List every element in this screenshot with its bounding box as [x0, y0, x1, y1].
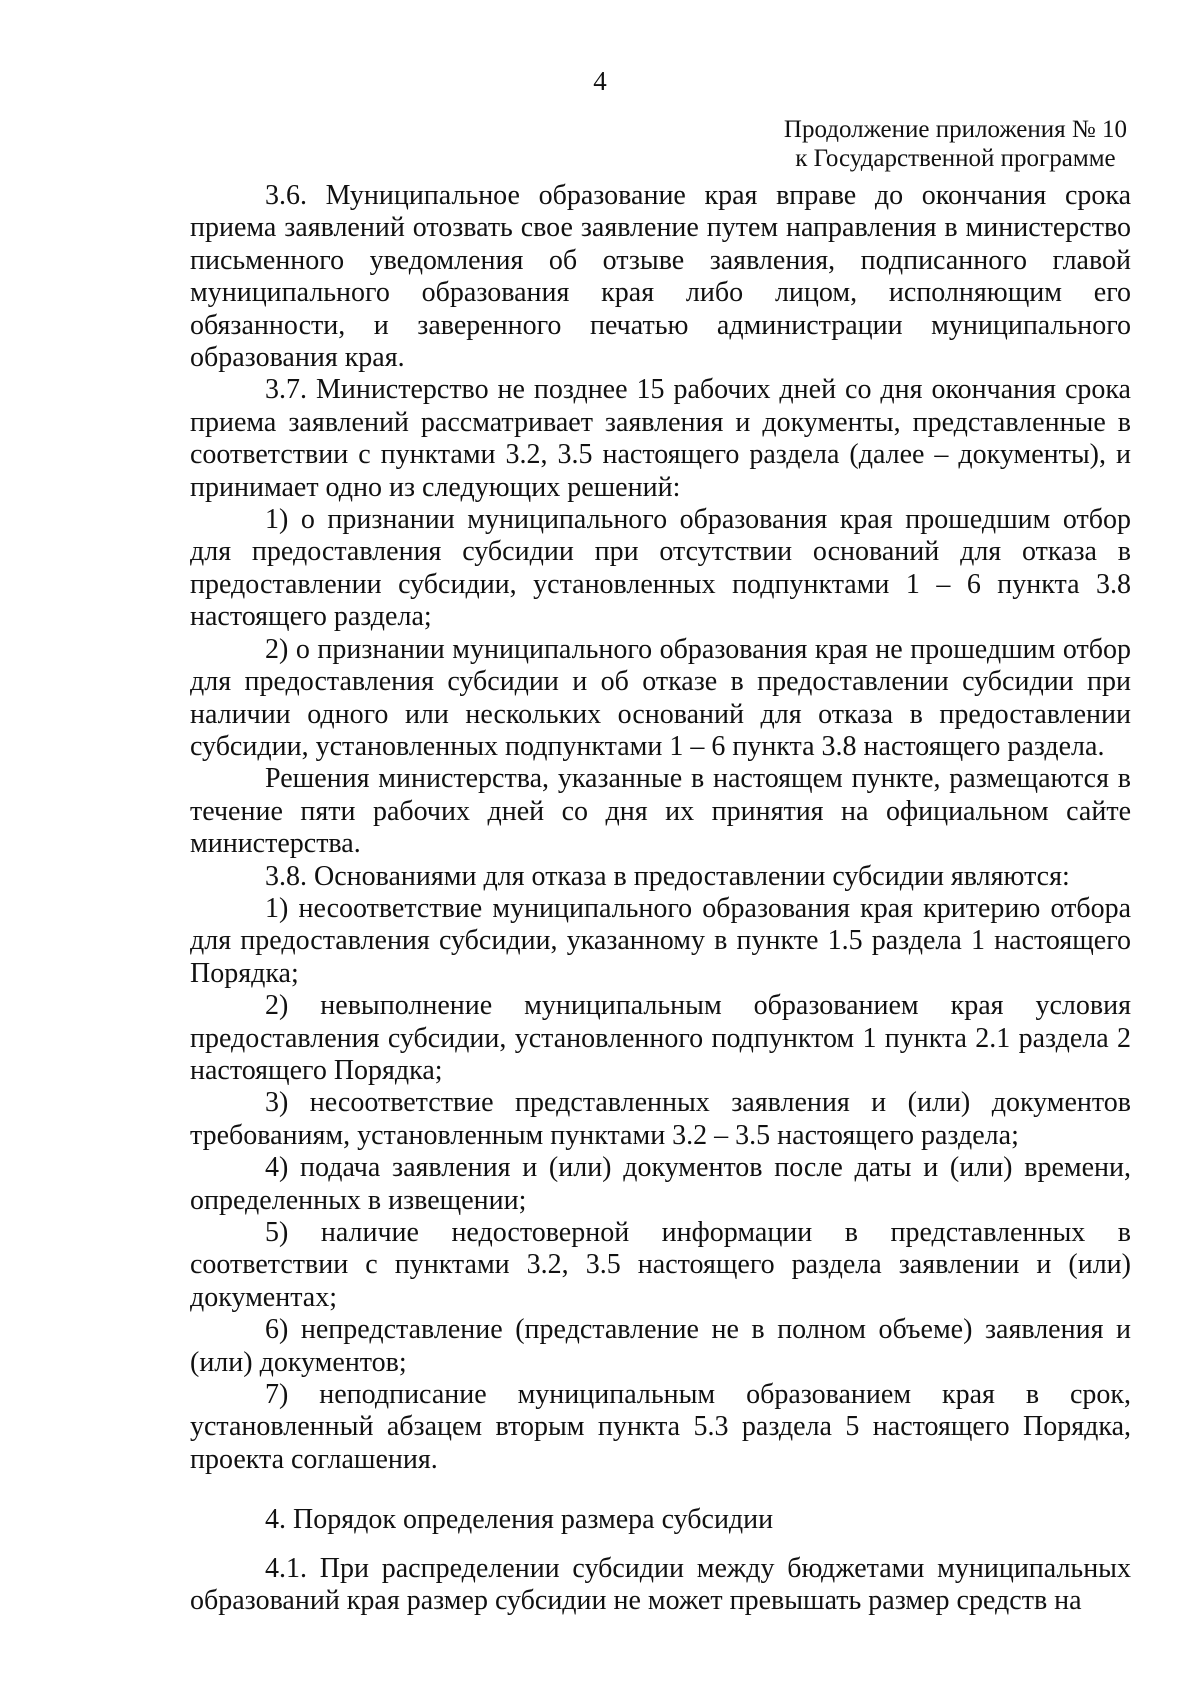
paragraph-3-8-item-7: 7) неподписание муниципальным образованием края в срок, установленный абзацем вторым пункта 5.3 раздела 5 настоящего Порядка, проекта соглашения. [190, 1379, 1131, 1475]
paragraph-3-8-item-5: 5) наличие недостоверной информации в представленных в соответствии с пунктами 3.2, 3.5 настоящего раздела заявлении и (или) документах; [190, 1217, 1131, 1313]
section-4-heading: 4. Порядок определения размера субсидии [265, 1504, 774, 1536]
paragraph-3-7-decisions: Решения министерства, указанные в настоящем пункте, размещаются в течение пяти рабочих дней со дня их принятия на официальном сайте министерства. [190, 763, 1131, 860]
appendix-note [784, 115, 1127, 173]
paragraph-3-7-item-2: 2) о признании муниципального образования края не прошедшим отбор для предоставления субсидии и об отказе в предоставлении субсидии при наличии одного или нескольких оснований для отказа в предоставлении субсидии, установленных подпунктами 1 – 6 пункта 3.8 настоящего раздела. [190, 633, 1131, 762]
paragraph-4-1: 4.1. При распределении субсидии между бюджетами муниципальных образований края размер субсидии не может превышать размер средств на [190, 1552, 1131, 1617]
paragraph-3-7: 3.7. Министерство не позднее 15 рабочих дней со дня окончания срока приема заявлений рассматривает заявления и документы, представленные в соответствии с пунктами 3.2, 3.5 настоящего раздела (далее – документы), и принимает одно из следующих решений: [190, 374, 1131, 503]
paragraph-3-8-item-4: 4) подача заявления и (или) документов после даты и (или) времени, определенных в извещении; [190, 1152, 1131, 1216]
paragraph-3-7-item-1: 1) о признании муниципального образования края прошедшим отбор для предоставления субсидии при отсутствии оснований для отказа в предоставлении субсидии, установленных подпунктами 1 – 6 пункта 3.8 настоящего раздела; [190, 504, 1131, 633]
paragraph-3-8: 3.8. Основаниями для отказа в предоставлении субсидии являются: [265, 860, 1070, 892]
paragraph-3-8-item-6: 6) непредставление (представление не в полном объеме) заявления и (или) документов; [190, 1314, 1131, 1378]
appendix-note-line-1: Продолжение приложения № 10 [783, 116, 1127, 143]
appendix-note-line-2: к Государственной программе [795, 145, 1116, 172]
page-number: 4 [593, 66, 607, 96]
paragraph-3-8-item-2: 2) невыполнение муниципальным образованием края условия предоставления субсидии, установленного подпунктом 1 пункта 2.1 раздела 2 настоящего Порядка; [190, 990, 1131, 1086]
paragraph-3-6: 3.6. Муниципальное образование края вправе до окончания срока приема заявлений отозвать свое заявление путем направления в министерство письменного уведомления об отзыве заявления, подписанного главой муниципального образования края либо лицом, исполняющим его обязанности, и заверенного печатью администрации муниципального образования края. [190, 180, 1131, 374]
paragraph-3-8-item-1: 1) несоответствие муниципального образования края критерию отбора для предоставления субсидии, указанному в пункте 1.5 раздела 1 настоящего Порядка; [190, 892, 1131, 989]
document-body [190, 180, 1131, 1617]
paragraph-3-8-item-3: 3) несоответствие представленных заявления и (или) документов требованиям, установленным пунктами 3.2 – 3.5 настоящего раздела; [190, 1087, 1131, 1151]
